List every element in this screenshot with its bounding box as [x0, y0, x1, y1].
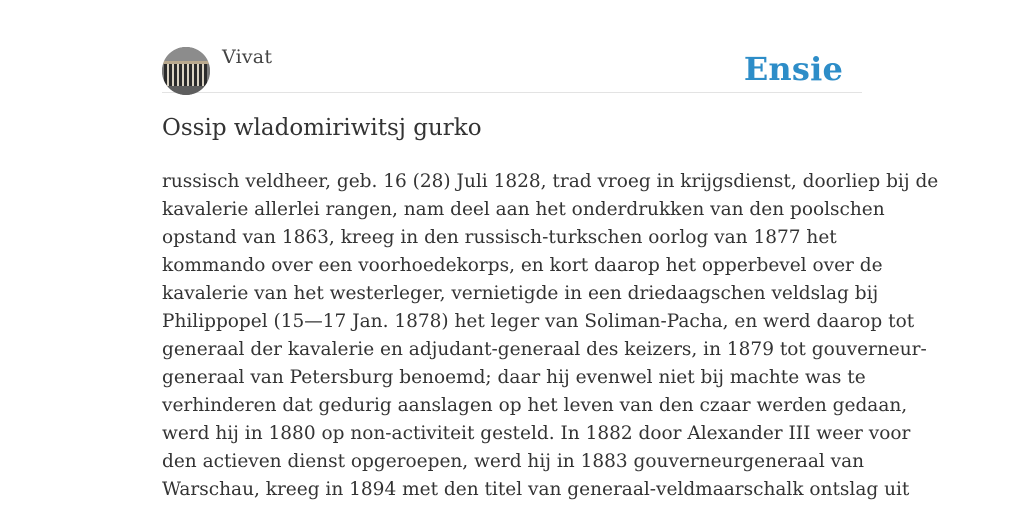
article-line: generaal van Petersburg benoemd; daar hij evenwel niet bij machte was te: [162, 367, 866, 388]
header: [162, 0, 862, 93]
article-line: generaal der kavalerie en adjudant-generaal des keizers, in 1879 tot gouverneur-: [162, 339, 927, 360]
article-body: [162, 168, 939, 504]
article-line: Philippopel (15—17 Jan. 1878) het leger van Soliman-Pacha, en werd daarop tot: [162, 311, 915, 332]
article-line: werd hij in 1880 op non-activiteit gesteld. In 1882 door Alexander III weer voor: [162, 423, 911, 444]
article-line: kommando over een voorhoedekorps, en kort daarop het opperbevel over de: [162, 255, 883, 276]
article-title: Ossip wladomiriwitsj gurko: [162, 115, 482, 141]
page-container: [162, 0, 939, 500]
source-name[interactable]: Vivat: [222, 46, 273, 68]
brand-logo[interactable]: Ensie: [743, 50, 843, 88]
article-line: kavalerie allerlei rangen, nam deel aan het onderdrukken van den poolschen: [162, 199, 885, 220]
article-line: kavalerie van het westerleger, vernietigde in een driedaagschen veldslag bij: [162, 283, 879, 304]
source-avatar[interactable]: [162, 47, 210, 95]
article-line: Warschau, kreeg in 1894 met den titel van generaal-veldmaarschalk ontslag uit: [162, 479, 910, 500]
article-line: russisch veldheer, geb. 16 (28) Juli 1828, trad vroeg in krijgsdienst, doorliep bij de: [162, 171, 939, 192]
article-line: verhinderen dat gedurig aanslagen op het leven van den czaar werden gedaan,: [162, 395, 908, 416]
article-line: den actieven dienst opgeroepen, werd hij in 1883 gouverneurgeneraal van: [162, 451, 865, 472]
article-line: opstand van 1863, kreeg in den russisch-turkschen oorlog van 1877 het: [162, 227, 837, 248]
book-spines-avatar-icon: [162, 47, 210, 95]
